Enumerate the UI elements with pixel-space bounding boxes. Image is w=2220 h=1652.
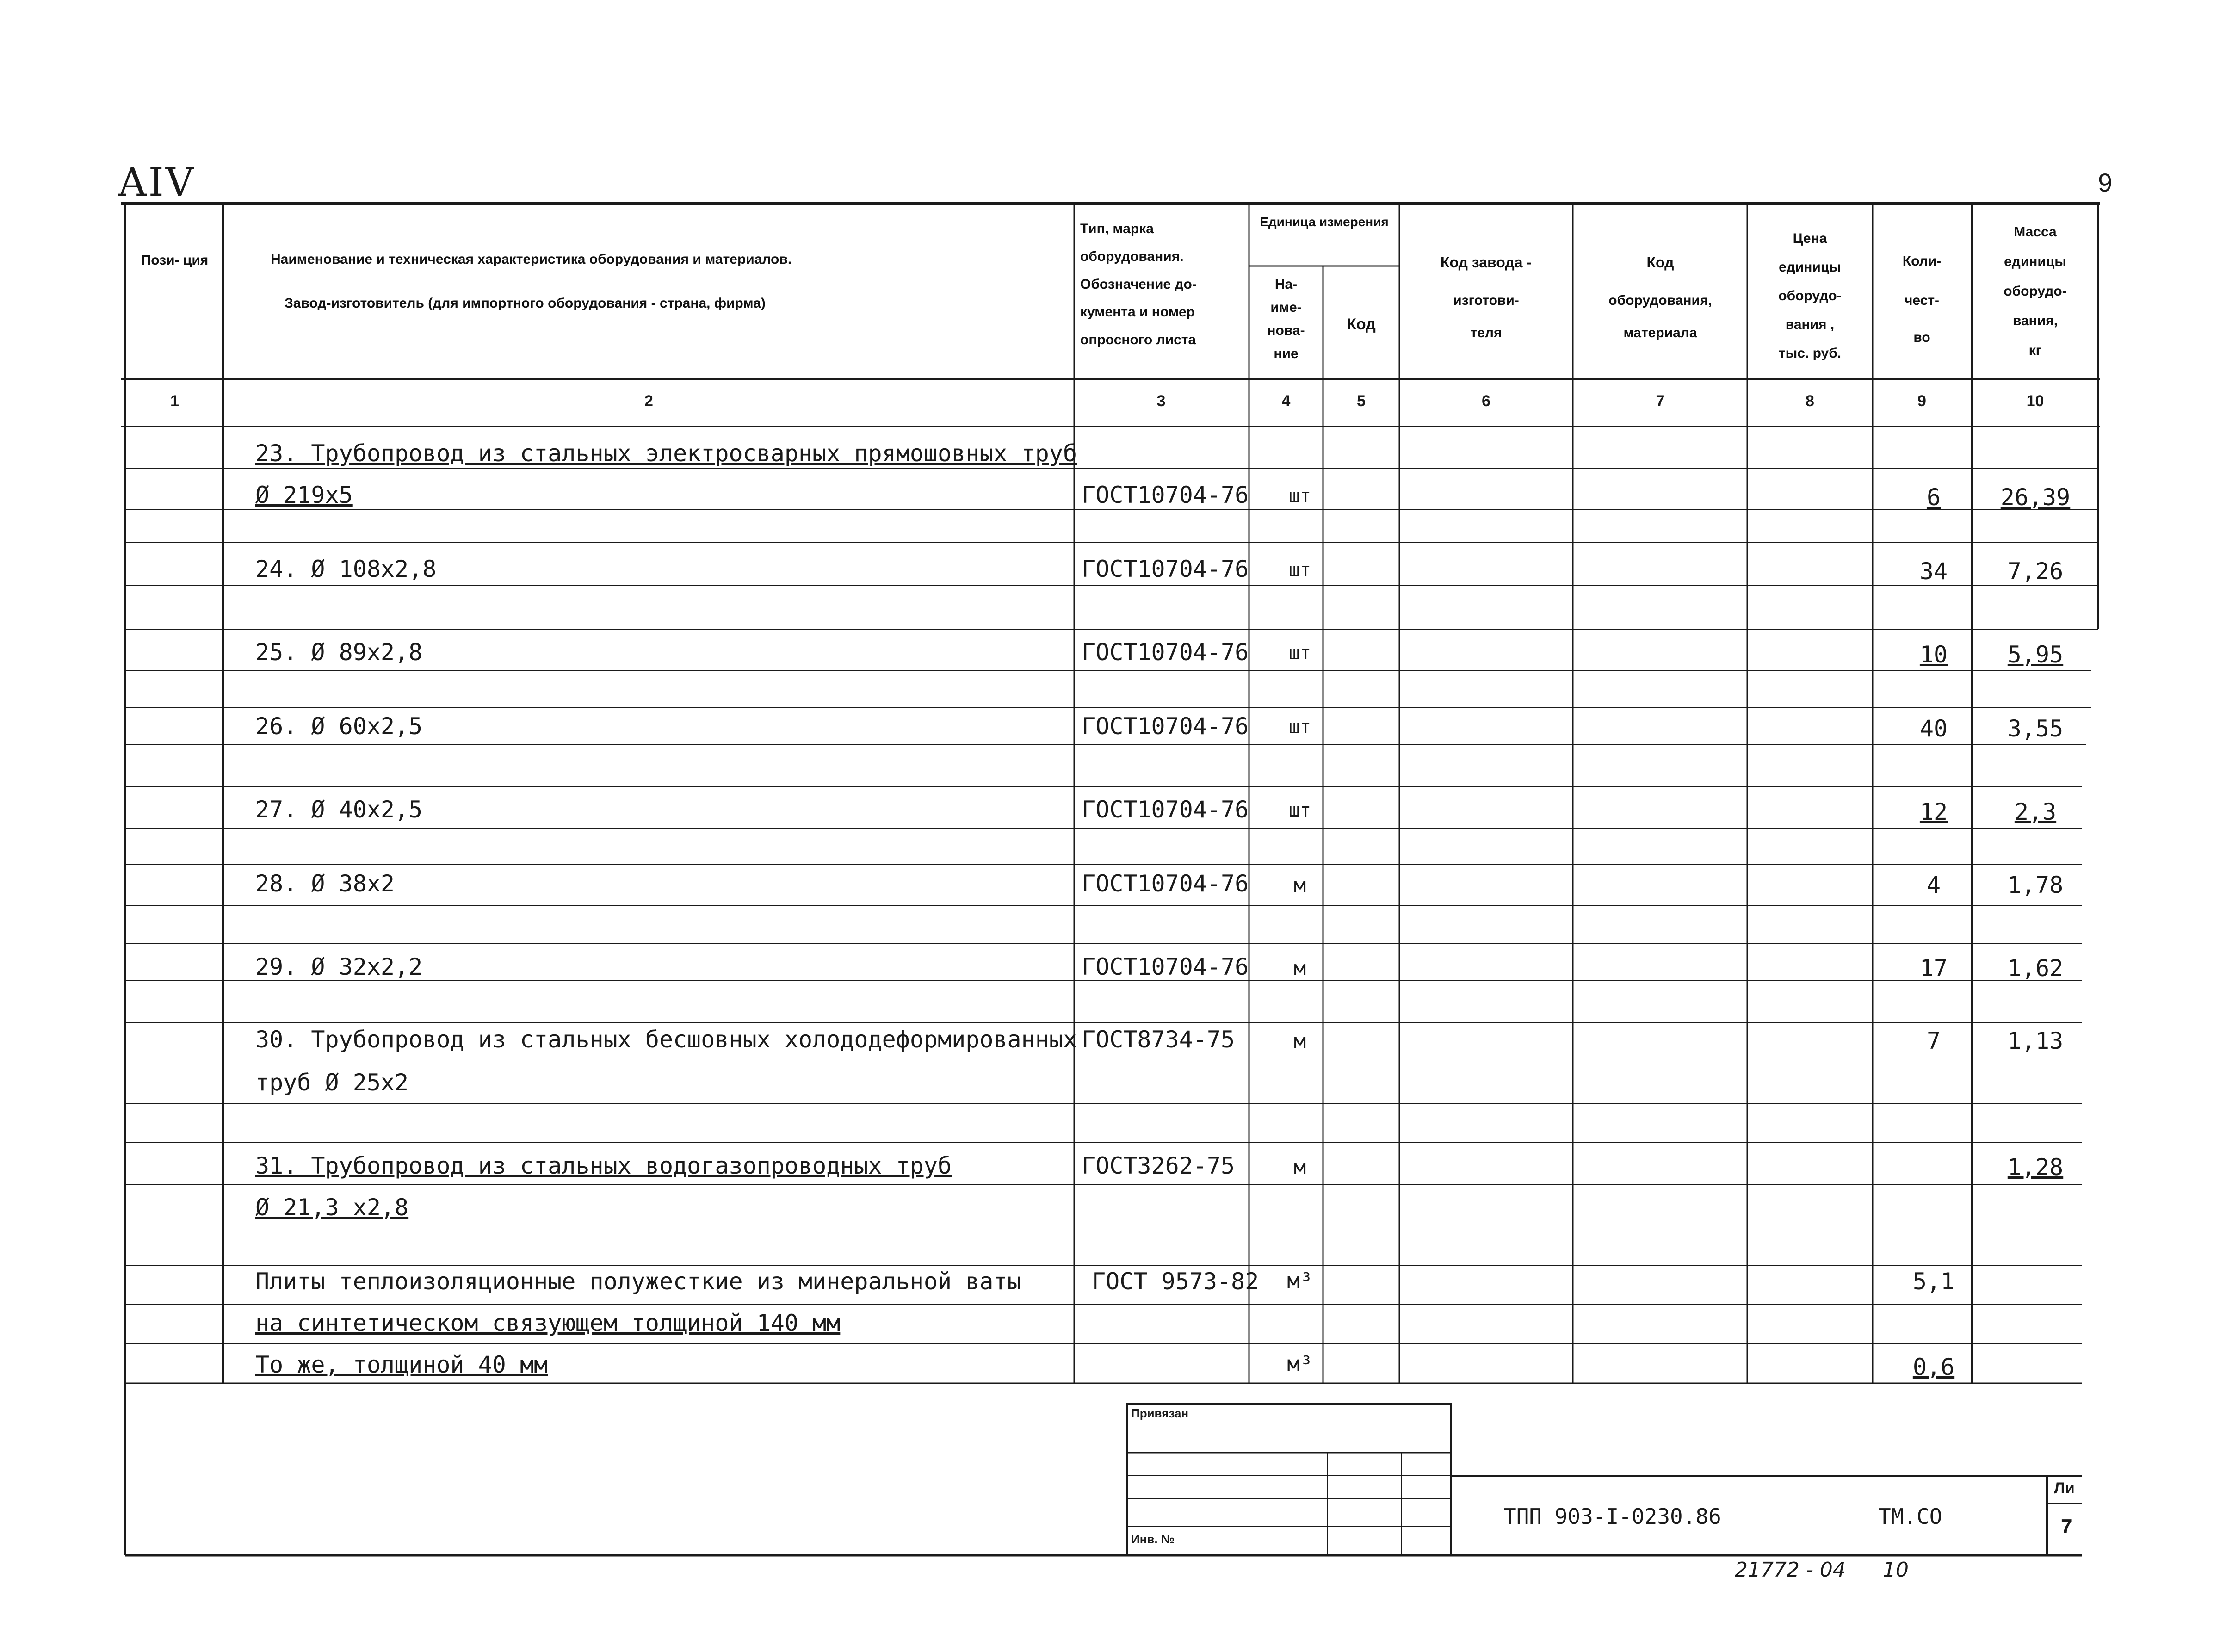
column-number: 3 xyxy=(1156,392,1166,410)
header-unit-name-l3: нова- xyxy=(1267,323,1305,338)
header-plant-code xyxy=(1402,241,1571,349)
header-name-line1: Наименование и техническая характеристика оборудования и материалов. xyxy=(271,252,792,267)
table-row-qty: 40 xyxy=(1919,715,1948,742)
header-unit-name xyxy=(1251,273,1321,365)
header-qty-l2: чест- xyxy=(1904,293,1940,308)
header-equip-code xyxy=(1575,241,1745,349)
table-row-qty: 7 xyxy=(1926,1027,1941,1054)
header-price-l5: тыс. руб. xyxy=(1778,346,1842,361)
table-row-gost: ГОСТ10704-76 xyxy=(1082,639,1249,666)
table-row-qty: 10 xyxy=(1919,641,1948,668)
table-row-qty: 12 xyxy=(1919,798,1948,825)
header-position: Пози- ция xyxy=(141,253,209,268)
table-row-unit: м xyxy=(1293,957,1306,980)
table-row-gost: ГОСТ3262-75 xyxy=(1082,1152,1235,1179)
table-row-name: 28. Ø 38х2 xyxy=(255,870,395,897)
table-row-name: То же, толщиной 40 мм xyxy=(255,1351,548,1378)
table-row-name: труб Ø 25х2 xyxy=(255,1069,409,1096)
table-row-mass: 2,3 xyxy=(2014,798,2057,825)
table-row-qty: 6 xyxy=(1926,484,1941,511)
table-row-gost: ГОСТ10704-76 xyxy=(1082,713,1249,740)
header-plant-l1: Код завода - xyxy=(1440,254,1532,271)
table-row-mass: 3,55 xyxy=(2007,715,2064,742)
header-plant-l3: теля xyxy=(1470,325,1502,340)
column-number: 1 xyxy=(170,392,179,410)
column-number: 5 xyxy=(1357,392,1366,410)
table-row-qty: 0,6 xyxy=(1912,1354,1955,1380)
stamp-privyazan: Привязан xyxy=(1131,1406,1189,1420)
table-row-unit: м xyxy=(1293,1156,1306,1179)
column-number: 10 xyxy=(2026,392,2044,410)
table-row-qty: 5,1 xyxy=(1912,1268,1955,1295)
column-number: 6 xyxy=(1482,392,1490,410)
header-mass-l2: единицы xyxy=(2004,254,2066,269)
table-row-unit: шт xyxy=(1288,800,1311,821)
table-row-name: 30. Трубопровод из стальных бесшовных холододеформированных xyxy=(255,1026,1077,1053)
header-price-l2: единицы xyxy=(1779,260,1841,275)
header-mass-l3: оборудо- xyxy=(2004,284,2067,299)
table-row-gost: ГОСТ10704-76 xyxy=(1082,796,1249,823)
header-name-line2: Завод-изготовитель (для импортного оборудования - страна, фирма) xyxy=(284,296,766,311)
header-price xyxy=(1749,224,1871,368)
table-row-unit: шт xyxy=(1288,717,1311,738)
header-qty xyxy=(1874,241,1969,356)
table-row-mass: 1,62 xyxy=(2007,955,2064,982)
table-row-mass: 26,39 xyxy=(2000,484,2071,511)
handwritten-sheet: 10 xyxy=(1883,1558,1909,1582)
header-unit-name-l1: На- xyxy=(1274,277,1298,292)
header-price-l1: Цена xyxy=(1793,231,1827,246)
header-equip-l2: оборудования, xyxy=(1608,293,1712,308)
header-type-l4: кумента и номер xyxy=(1080,304,1195,320)
table-row-mass: 1,13 xyxy=(2007,1027,2064,1054)
page-number: 9 xyxy=(2098,168,2113,197)
table-row-unit: шт xyxy=(1288,559,1311,581)
table-row-unit: шт xyxy=(1288,643,1311,664)
table-row-gost: ГОСТ8734-75 xyxy=(1082,1026,1235,1053)
table-row-name: на синтетическом связующем толщиной 140 мм xyxy=(255,1310,841,1336)
header-unit-code: Код xyxy=(1347,316,1376,333)
table-row-unit: м xyxy=(1293,1029,1306,1053)
header-price-l3: оборудо- xyxy=(1778,288,1842,303)
table-row-mass: 1,78 xyxy=(2007,872,2064,898)
header-type-l1: Тип, марка xyxy=(1080,221,1154,236)
column-number: 4 xyxy=(1281,392,1291,410)
header-type-l3: Обозначение до- xyxy=(1080,277,1197,292)
header-unit-name-l2: име- xyxy=(1270,300,1302,315)
album-mark: AIV xyxy=(118,160,196,205)
table-row-gost: ГОСТ 9573-82 xyxy=(1092,1268,1259,1295)
header-mass xyxy=(1974,217,2096,365)
table-row-qty: 4 xyxy=(1926,872,1941,898)
table-row-qty: 17 xyxy=(1919,955,1948,982)
stamp-sheet-value: 7 xyxy=(2061,1515,2072,1538)
stamp-inv-no: Инв. № xyxy=(1131,1532,1175,1546)
table-row-mass: 1,28 xyxy=(2007,1154,2064,1181)
table-row-unit: м xyxy=(1293,873,1306,897)
header-unit-name-l4: ние xyxy=(1274,346,1299,361)
column-number: 9 xyxy=(1917,392,1926,410)
header-mass-l5: кг xyxy=(2028,343,2042,358)
header-type-l5: опросного листа xyxy=(1080,332,1196,347)
header-equip-l3: материала xyxy=(1623,325,1697,340)
column-number: 2 xyxy=(644,392,653,410)
header-unit-group: Единица измерения xyxy=(1260,215,1389,229)
table-row-name: 27. Ø 40х2,5 xyxy=(255,796,423,823)
header-qty-l3: во xyxy=(1913,330,1930,345)
column-number: 8 xyxy=(1806,392,1814,410)
header-qty-l1: Коли- xyxy=(1902,254,1942,269)
table-row-gost: ГОСТ10704-76 xyxy=(1082,953,1249,980)
header-type-l2: оборудования. xyxy=(1080,249,1184,264)
table-row-name: 23. Трубопровод из стальных электросварных прямошовных труб xyxy=(255,440,1077,467)
table-row-name: Ø 21,3 х2,8 xyxy=(255,1194,409,1221)
header-type xyxy=(1080,215,1247,354)
table-row-gost: ГОСТ10704-76 xyxy=(1082,870,1249,897)
header-plant-l2: изготови- xyxy=(1453,293,1519,308)
table-row-name: 31. Трубопровод из стальных водогазопроводных труб xyxy=(255,1152,952,1179)
stamp-doc-code: ТПП 903-I-0230.86 xyxy=(1503,1504,1721,1529)
header-price-l4: вания , xyxy=(1785,317,1835,332)
table-row-unit: м³ xyxy=(1287,1351,1313,1376)
table-row-unit: шт xyxy=(1288,485,1311,507)
table-row-mass: 5,95 xyxy=(2007,641,2064,668)
table-row-qty: 34 xyxy=(1919,558,1948,585)
table-row-name: Ø 219х5 xyxy=(255,482,353,508)
handwritten-number: 21772 - 04 xyxy=(1735,1558,1846,1582)
table-row-name: 29. Ø 32х2,2 xyxy=(255,953,423,980)
table-row-gost: ГОСТ10704-76 xyxy=(1082,482,1249,508)
table-row-mass: 7,26 xyxy=(2007,558,2064,585)
column-number: 7 xyxy=(1656,392,1665,410)
stamp-sheet-label: Ли xyxy=(2054,1479,2075,1497)
stamp-mark: ТМ.СО xyxy=(1878,1504,1942,1529)
table-row-name: 24. Ø 108х2,8 xyxy=(255,556,437,582)
table-row-name: 26. Ø 60х2,5 xyxy=(255,713,423,740)
header-mass-l1: Масса xyxy=(2014,224,2057,240)
table-row-gost: ГОСТ10704-76 xyxy=(1082,556,1249,582)
header-equip-l1: Код xyxy=(1646,254,1674,271)
table-row-unit: м³ xyxy=(1287,1268,1313,1293)
table-row-name: Плиты теплоизоляционные полужесткие из минеральной ваты xyxy=(255,1268,1021,1295)
table-row-name: 25. Ø 89х2,8 xyxy=(255,639,423,666)
header-mass-l4: вания, xyxy=(2012,313,2058,328)
